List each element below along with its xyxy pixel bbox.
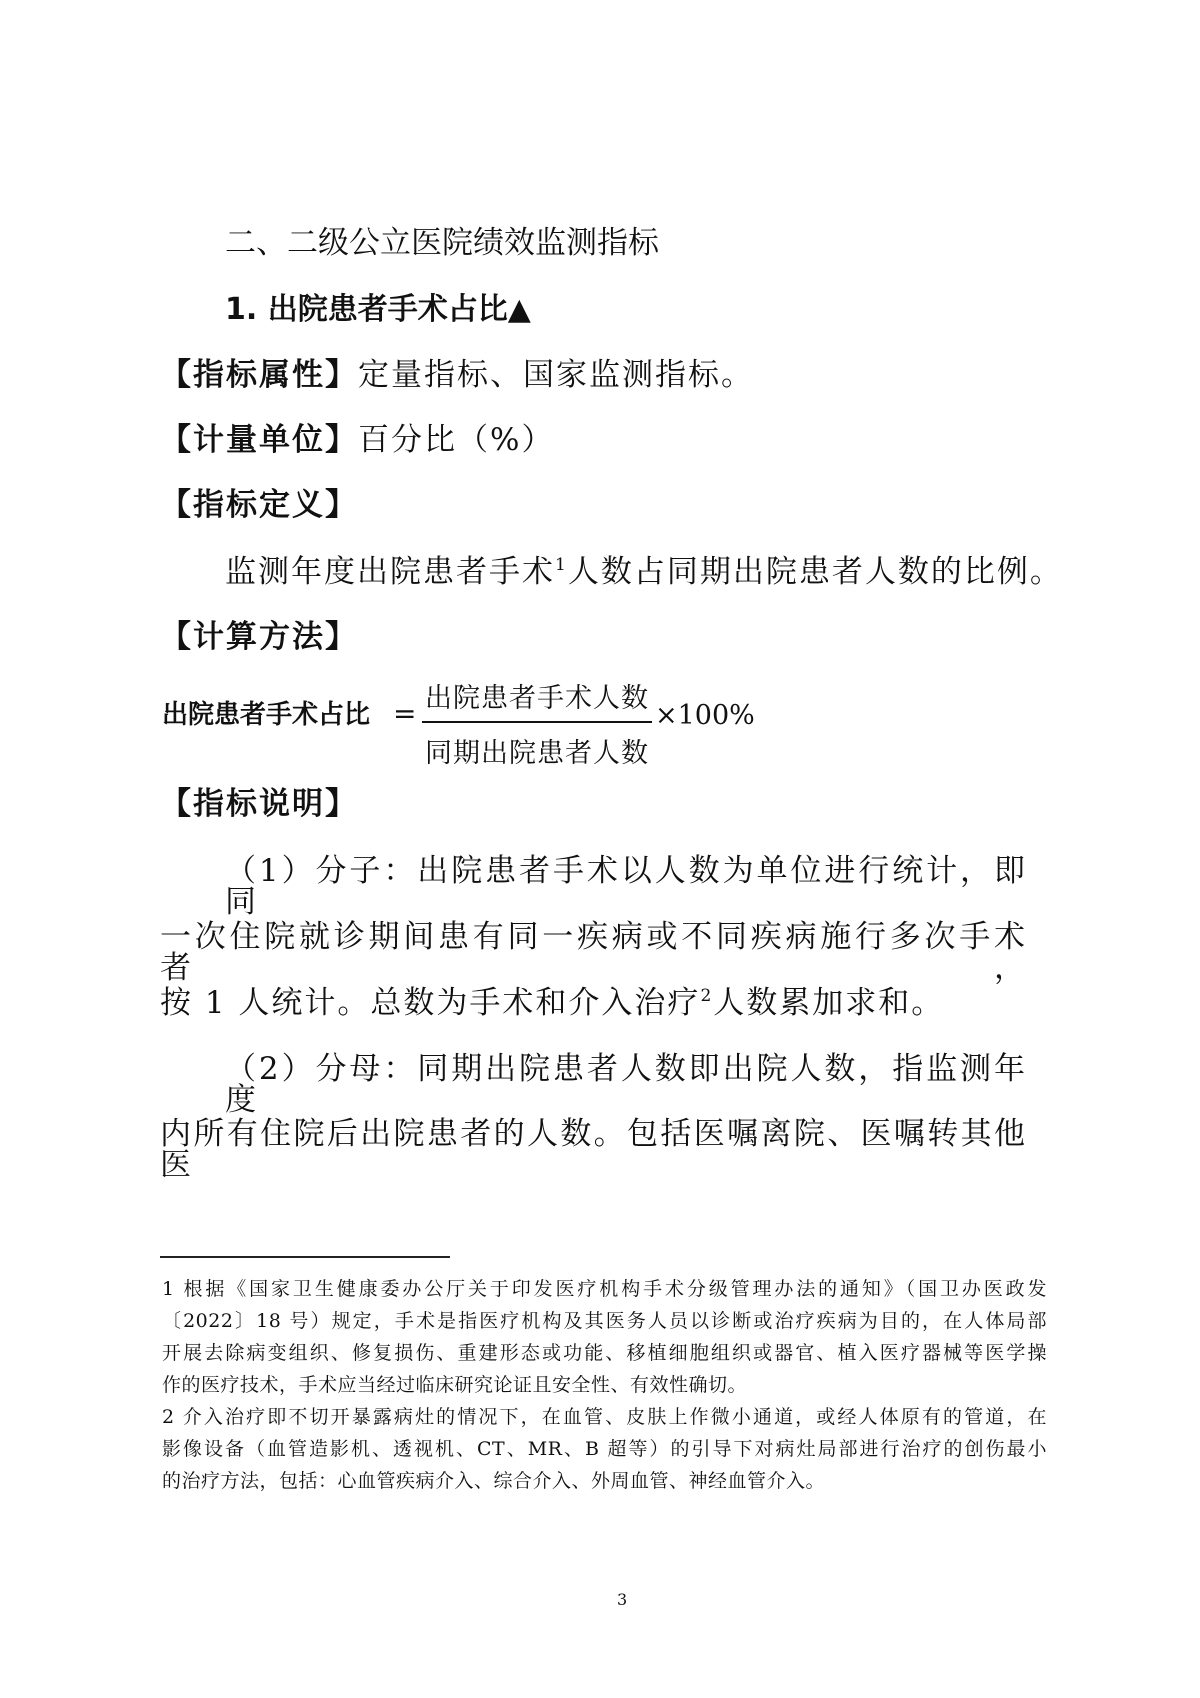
footnote-line: 开展去除病变组织、修复损伤、重建形态或功能、移植细胞组织或器官、植入医疗器械等医学操	[162, 1342, 1047, 1364]
formula-equals: =	[393, 697, 417, 730]
explanation-line	[160, 985, 945, 1021]
explanation-line: 内所有住院后出院患者的人数。包括医嘱离院、医嘱转其他医	[160, 1116, 1027, 1183]
page-number: 3	[617, 1590, 628, 1609]
explanation-line-3-text: 按 1 人统计。总数为手术和介入治疗	[160, 985, 701, 1021]
footnote-ref-2: 2	[700, 986, 714, 1007]
formula-denominator: 同期出院患者人数	[425, 738, 649, 769]
definition-text	[225, 554, 1063, 590]
indicator-title: 1. 出院患者手术占比▲	[225, 292, 531, 327]
attribute-value: 定量指标、国家监测指标。	[358, 357, 754, 393]
footnote-line: 1 根据《国家卫生健康委办公厅关于印发医疗机构手术分级管理办法的通知》（国卫办医政发	[162, 1278, 1047, 1300]
footnote-line: 〔2022〕18 号）规定，手术是指医疗机构及其医务人员以诊断或治疗疾病为目的，在人体局部	[162, 1310, 1047, 1332]
explanation-line: （2）分母：同期出院患者人数即出院人数，指监测年度	[225, 1051, 1027, 1118]
explanation-line: 一次住院就诊期间患有同一疾病或不同疾病施行多次手术者，	[160, 919, 1027, 986]
attribute-row	[160, 357, 754, 393]
footnote-line: 作的医疗技术，手术应当经过临床研究论证且安全性、有效性确切。	[162, 1374, 748, 1396]
footnote-ref-1: 1	[555, 555, 568, 576]
definition-text-a: 监测年度出院患者手术	[225, 554, 555, 590]
formula-lhs: 出院患者手术占比	[162, 700, 371, 730]
section-title: 二、二级公立医院绩效监测指标	[225, 225, 659, 261]
footnote-line: 的治疗方法，包括：心血管疾病介入、综合介入、外周血管、神经血管介入。	[162, 1470, 826, 1492]
formula-multiplier: ×100%	[655, 700, 755, 731]
footnote-divider	[160, 1256, 450, 1258]
unit-value: 百分比（%）	[358, 422, 555, 458]
unit-row	[160, 422, 555, 458]
attribute-label: 【指标属性】	[160, 357, 358, 393]
explanation-line: （1）分子：出院患者手术以人数为单位进行统计，即同	[225, 853, 1027, 920]
footnote-line: 影像设备（血管造影机、透视机、CT、MR、B 超等）的引导下对病灶局部进行治疗的创伤最小	[162, 1438, 1047, 1460]
definition-text-b: 人数占同期出院患者人数的比例。	[567, 554, 1063, 590]
explanation-line-3-tail: 人数累加求和。	[713, 985, 945, 1021]
unit-label: 【计量单位】	[160, 422, 358, 458]
definition-label: 【指标定义】	[160, 487, 358, 523]
explanation-label: 【指标说明】	[160, 786, 358, 822]
formula-fraction	[422, 676, 652, 770]
footnote-line: 2 介入治疗即不切开暴露病灶的情况下，在血管、皮肤上作微小通道，或经人体原有的管道，在	[162, 1406, 1047, 1428]
method-label: 【计算方法】	[160, 619, 358, 655]
formula-numerator: 出院患者手术人数	[422, 676, 652, 723]
